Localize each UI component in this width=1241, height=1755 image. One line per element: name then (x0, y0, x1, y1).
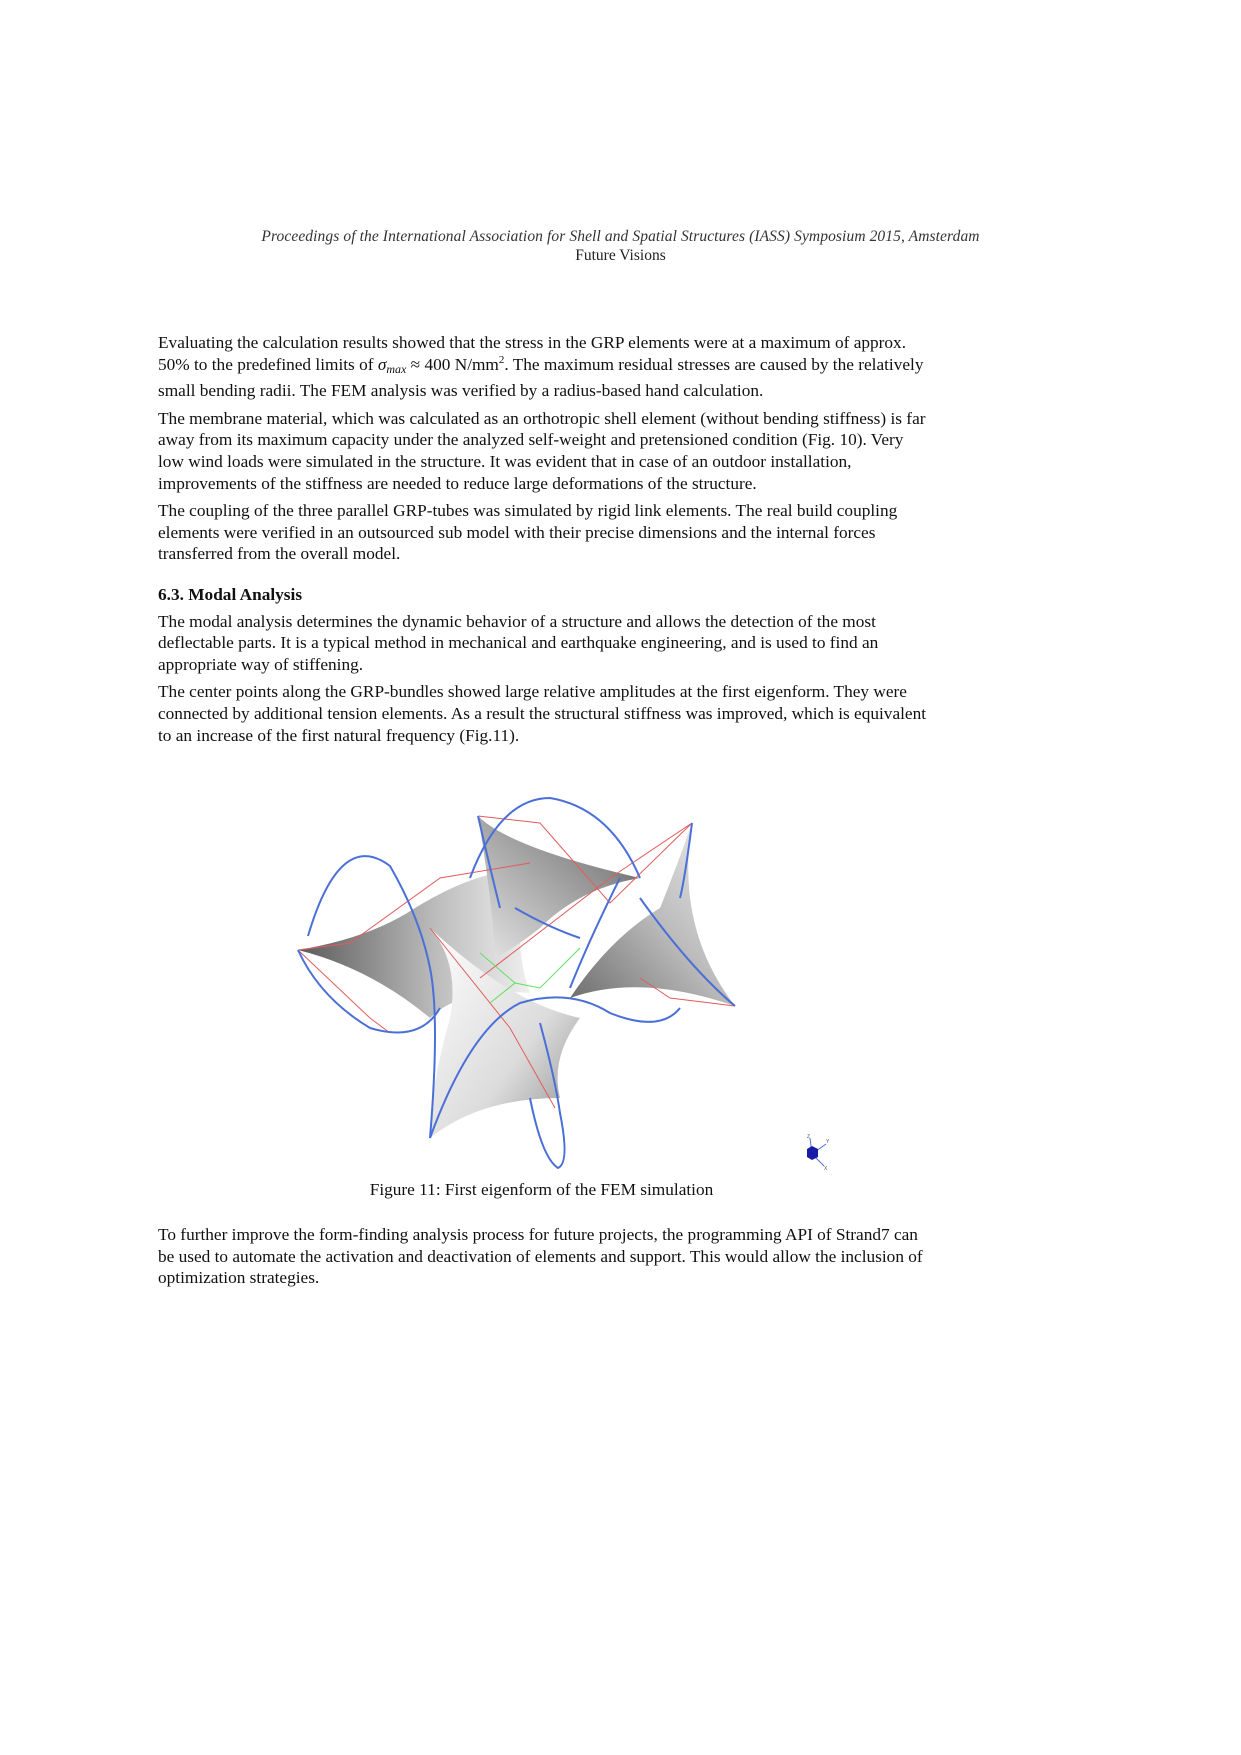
text-run: ≈ 400 N/mm (406, 354, 499, 374)
paragraph-stress-results (158, 332, 928, 402)
figure-11-eigenform (280, 788, 860, 1178)
text-run: . The maximum residual stresses are caused by the relatively small bending radii. The FEM analysis was verified by a radius-based hand calculation. (158, 354, 924, 401)
body-text (158, 332, 928, 752)
proceedings-title: Proceedings of the International Association for Shell and Spatial Structures (IASS) Symposium 2015, Amsterdam (261, 228, 980, 245)
figure-caption: Figure 11: First eigenform of the FEM simulation (369, 1180, 714, 1199)
paragraph-coupling: The coupling of the three parallel GRP-tubes was simulated by rigid link elements. The real build coupling elements were verified in an outsourced sub model with their precise dimensions and the internal forces transferred from the overall model. (158, 501, 898, 564)
paragraph-modal-intro: The modal analysis determines the dynamic behavior of a structure and allows the detection of the most deflectable parts. It is a typical method in mechanical and earthquake engineering, and is used to find an appropriate way of stiffening. (158, 611, 879, 674)
paragraph-center-points: The center points along the GRP-bundles showed large relative amplitudes at the first eigenform. They were connected by additional tension elements. As a result the structural stiffness was improved, which is equivalent to an increase of the first natural frequency (Fig.11). (158, 682, 927, 745)
sigma-max-symbol (378, 355, 407, 374)
superscript: 2 (498, 353, 505, 366)
sigma-subscript: max (386, 361, 407, 376)
axis-label-y: Y (826, 1139, 830, 1145)
paragraph-strand7-api: To further improve the form-finding analysis process for future projects, the programming API of Strand7 can be used to automate the activation and deactivation of elements and support. This would allow the inclusion of optimization strategies. (158, 1225, 923, 1288)
axis-triad-icon (798, 1132, 838, 1172)
paragraph-membrane: The membrane material, which was calculated as an orthotropic shell element (without bending stiffness) is far away from its maximum capacity under the analyzed self-weight and pretensioned condition (Fig. 10). Very low wind loads were simulated in the structure. It was evident that in case of an outdoor installation, improvements of the stiffness are needed to reduce large deformations of the structure. (158, 408, 926, 493)
sigma-glyph: σ (377, 354, 387, 374)
axis-label-x: X (824, 1166, 828, 1172)
running-header (0, 227, 1241, 265)
text-run: Evaluating the calculation results showed that the stress in the GRP elements were at a maximum of approx. 50% to the predefined limits of (158, 333, 907, 374)
closing-text (158, 1224, 938, 1289)
proceedings-subtitle: Future Visions (575, 247, 666, 264)
section-heading-modal-analysis: 6.3. Modal Analysis (158, 584, 303, 604)
axis-label-z: Z (807, 1134, 811, 1140)
fem-render (280, 788, 860, 1178)
